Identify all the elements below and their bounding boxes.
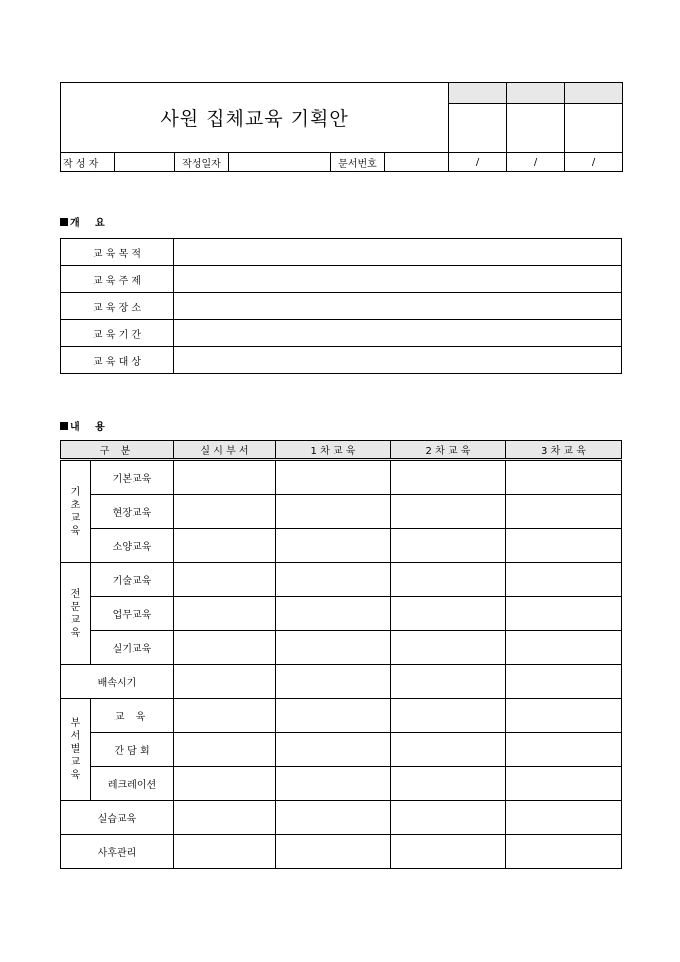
author-field[interactable] (115, 153, 175, 172)
approval-date-2[interactable]: / (507, 153, 565, 172)
approval-header-1 (449, 83, 507, 104)
cell[interactable] (391, 631, 506, 665)
overview-field[interactable] (174, 239, 622, 266)
cell[interactable] (506, 801, 622, 835)
cell[interactable] (276, 665, 391, 699)
date-label: 작성일자 (175, 153, 229, 172)
group-dept-education: 부 서 별 교 육 (61, 699, 91, 801)
overview-field[interactable] (174, 320, 622, 347)
overview-label: 교 육 기 간 (61, 320, 174, 347)
approval-header-3 (565, 83, 623, 104)
cell[interactable] (391, 733, 506, 767)
overview-table (60, 238, 622, 374)
cell[interactable] (506, 597, 622, 631)
overview-field[interactable] (174, 347, 622, 374)
overview-label: 교 육 대 상 (61, 347, 174, 374)
col-header-round2: 2 차 교 육 (391, 441, 506, 460)
overview-label: 교 육 주 제 (61, 266, 174, 293)
cell[interactable] (174, 631, 276, 665)
cell[interactable] (391, 460, 506, 495)
overview-label: 교 육 목 적 (61, 239, 174, 266)
cell[interactable] (276, 597, 391, 631)
approval-sign-2[interactable] (507, 104, 565, 153)
cell[interactable] (391, 835, 506, 869)
cell[interactable] (391, 767, 506, 801)
row-label: 업무교육 (91, 597, 174, 631)
row-label: 레크레이션 (91, 767, 174, 801)
cell[interactable] (391, 563, 506, 597)
group-expert-education: 전 문 교 육 (61, 563, 91, 665)
date-field[interactable] (229, 153, 331, 172)
cell[interactable] (174, 835, 276, 869)
cell[interactable] (506, 767, 622, 801)
cell[interactable] (174, 563, 276, 597)
overview-field[interactable] (174, 266, 622, 293)
cell[interactable] (391, 597, 506, 631)
row-label: 현장교육 (91, 495, 174, 529)
group-basic-education: 기 초 교 육 (61, 460, 91, 563)
cell[interactable] (506, 529, 622, 563)
square-bullet-icon (60, 218, 68, 226)
docno-label: 문서번호 (331, 153, 385, 172)
content-table (60, 440, 622, 869)
cell[interactable] (506, 495, 622, 529)
overview-section-title: 개 요 (60, 214, 111, 229)
header-table (60, 82, 623, 172)
cell[interactable] (391, 529, 506, 563)
cell[interactable] (506, 699, 622, 733)
approval-date-1[interactable]: / (449, 153, 507, 172)
cell[interactable] (174, 801, 276, 835)
cell[interactable] (506, 665, 622, 699)
cell[interactable] (174, 767, 276, 801)
cell[interactable] (174, 733, 276, 767)
cell[interactable] (174, 665, 276, 699)
cell[interactable] (506, 563, 622, 597)
cell[interactable] (276, 835, 391, 869)
approval-sign-3[interactable] (565, 104, 623, 153)
cell[interactable] (276, 460, 391, 495)
col-header-round3: 3 차 교 육 (506, 441, 622, 460)
approval-date-3[interactable]: / (565, 153, 623, 172)
cell[interactable] (506, 733, 622, 767)
cell[interactable] (506, 835, 622, 869)
cell[interactable] (506, 460, 622, 495)
content-section-title: 내 용 (60, 418, 111, 433)
docno-field[interactable] (385, 153, 449, 172)
cell[interactable] (174, 597, 276, 631)
cell[interactable] (276, 529, 391, 563)
overview-label: 교 육 장 소 (61, 293, 174, 320)
cell[interactable] (391, 801, 506, 835)
cell[interactable] (174, 460, 276, 495)
approval-header-2 (507, 83, 565, 104)
cell[interactable] (391, 495, 506, 529)
row-label: 기본교육 (91, 460, 174, 495)
cell[interactable] (276, 733, 391, 767)
cell[interactable] (276, 801, 391, 835)
row-label-practice: 실습교육 (61, 801, 174, 835)
col-header-dept: 실 시 부 서 (174, 441, 276, 460)
cell[interactable] (276, 495, 391, 529)
row-label: 간 담 회 (91, 733, 174, 767)
row-label: 실기교육 (91, 631, 174, 665)
cell[interactable] (276, 767, 391, 801)
cell[interactable] (174, 529, 276, 563)
col-header-round1: 1 차 교 육 (276, 441, 391, 460)
author-label: 작 성 자 (61, 153, 115, 172)
square-bullet-icon (60, 422, 68, 430)
cell[interactable] (276, 631, 391, 665)
row-label-followup: 사후관리 (61, 835, 174, 869)
cell[interactable] (276, 699, 391, 733)
cell[interactable] (174, 699, 276, 733)
row-label-assignment: 배속시기 (61, 665, 174, 699)
approval-sign-1[interactable] (449, 104, 507, 153)
row-label: 교 육 (91, 699, 174, 733)
cell[interactable] (276, 563, 391, 597)
row-label: 기술교육 (91, 563, 174, 597)
document-title: 사원 집체교육 기획안 (61, 83, 449, 153)
col-header-category: 구 분 (61, 441, 174, 460)
row-label: 소양교육 (91, 529, 174, 563)
overview-field[interactable] (174, 293, 622, 320)
cell[interactable] (391, 665, 506, 699)
cell[interactable] (391, 699, 506, 733)
cell[interactable] (174, 495, 276, 529)
cell[interactable] (506, 631, 622, 665)
